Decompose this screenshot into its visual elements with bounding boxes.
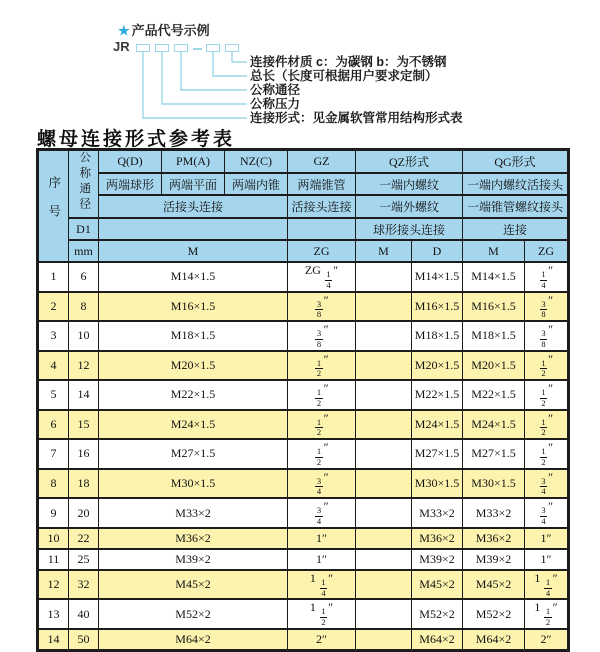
- header-qg-connection: 连接: [463, 218, 569, 240]
- label-material: 连接件材质 c：为碳钢 b：为不锈钢: [250, 55, 447, 69]
- cell-m-thread: M39×2: [99, 549, 288, 570]
- cell-m-thread: M30×1.5: [99, 469, 288, 499]
- cell-m-thread: M18×1.5: [99, 321, 288, 351]
- cell-seq: 11: [38, 549, 69, 570]
- cell-gz-zg: $\frac{1}{2}$ ″: [288, 351, 356, 381]
- header-qd-desc: 两端球形: [99, 173, 162, 196]
- cell-qz-d: M39×2: [412, 549, 463, 570]
- code-box-2: [155, 44, 169, 52]
- cell-qg-m: M39×2: [463, 549, 525, 570]
- cell-m-thread: M14×1.5: [99, 262, 288, 292]
- cell-gz-zg: ZG $\frac{1}{4}$ ″: [288, 262, 356, 292]
- cell-m-thread: M33×2: [99, 498, 288, 528]
- header-seq: 序号: [38, 150, 69, 263]
- cell-seq: 2: [38, 292, 69, 322]
- cell-qz-m: [356, 528, 412, 549]
- cell-m-thread: M22×1.5: [99, 380, 288, 410]
- header-row-1: [38, 150, 569, 173]
- header-mm: mm: [69, 240, 99, 262]
- table-row: [38, 469, 569, 499]
- cell-qz-m: [356, 380, 412, 410]
- header-empty-2: [288, 218, 356, 240]
- cell-qz-m: [356, 599, 412, 629]
- header-qz-connection: 球形接头连接: [356, 218, 463, 240]
- cell-seq: 1: [38, 262, 69, 292]
- header-empty-1: [99, 218, 288, 240]
- header-gz-desc: 两端锥管: [288, 173, 356, 196]
- cell-seq: 9: [38, 498, 69, 528]
- cell-qz-m: [356, 439, 412, 469]
- cell-mm: 40: [69, 599, 99, 629]
- table-row: [38, 292, 569, 322]
- cell-gz-zg: $\frac{3}{8}$ ″: [288, 292, 356, 322]
- cell-qz-m: [356, 629, 412, 651]
- table-row: [38, 629, 569, 651]
- cell-qg-zg: $\frac{1}{2}$ ″: [525, 439, 569, 469]
- cell-qg-m: M36×2: [463, 528, 525, 549]
- cell-gz-zg: $\frac{3}{8}$ ″: [288, 321, 356, 351]
- cell-m-thread: M24×1.5: [99, 410, 288, 440]
- cell-qg-zg: $\frac{1}{2}$ ″: [525, 351, 569, 381]
- cell-m-thread: M45×2: [99, 570, 288, 600]
- cell-qg-m: M45×2: [463, 570, 525, 600]
- header-nzc-desc: 两端内锥: [225, 173, 288, 196]
- cell-mm: 6: [69, 262, 99, 292]
- cell-seq: 13: [38, 599, 69, 629]
- cell-qg-m: M52×2: [463, 599, 525, 629]
- header-pma-desc: 两端平面: [162, 173, 225, 196]
- header-group-qg: QG形式: [463, 150, 569, 173]
- cell-m-thread: M16×1.5: [99, 292, 288, 322]
- header-diameter: 公称通径: [69, 150, 99, 219]
- cell-qz-m: [356, 262, 412, 292]
- cell-seq: 10: [38, 528, 69, 549]
- cell-gz-zg: 1″: [288, 528, 356, 549]
- cell-qg-m: M20×1.5: [463, 351, 525, 381]
- cell-qz-d: M52×2: [412, 599, 463, 629]
- code-box-5: [225, 44, 239, 52]
- header-qz-desc1: 一端内螺纹: [356, 173, 463, 196]
- header-group-nzc: NZ(C): [225, 150, 288, 173]
- table-row: [38, 439, 569, 469]
- header-group-qd: Q(D): [99, 150, 162, 173]
- cell-mm: 18: [69, 469, 99, 499]
- cell-qz-m: [356, 469, 412, 499]
- header-m-span: M: [99, 240, 288, 262]
- cell-qz-m: [356, 570, 412, 600]
- cell-seq: 12: [38, 570, 69, 600]
- cell-qz-d: M22×1.5: [412, 380, 463, 410]
- header-qg-zg: ZG: [525, 240, 569, 262]
- table-row: [38, 351, 569, 381]
- header-row-2: [38, 173, 569, 196]
- cell-mm: 15: [69, 410, 99, 440]
- header-zg: ZG: [288, 240, 356, 262]
- cell-mm: 12: [69, 351, 99, 381]
- cell-gz-zg: $\frac{1}{2}$ ″: [288, 410, 356, 440]
- cell-gz-zg: 2″: [288, 629, 356, 651]
- cell-qz-d: M18×1.5: [412, 321, 463, 351]
- table-row: [38, 570, 569, 600]
- header-qz-desc2: 一端外螺纹: [356, 195, 463, 218]
- header-union-connection: 活接头连接: [99, 195, 288, 218]
- table-title: 螺母连接形式参考表: [37, 129, 236, 150]
- cell-qz-m: [356, 410, 412, 440]
- cell-qz-d: M36×2: [412, 528, 463, 549]
- table-row: [38, 410, 569, 440]
- cell-mm: 22: [69, 528, 99, 549]
- table-row: [38, 528, 569, 549]
- cell-mm: 16: [69, 439, 99, 469]
- cell-qz-m: [356, 498, 412, 528]
- cell-qg-zg: 1″: [525, 528, 569, 549]
- cell-seq: 7: [38, 439, 69, 469]
- label-connection-form: 连接形式：见金属软管常用结构形式表: [250, 111, 463, 125]
- cell-qg-zg: $\frac{1}{2}$ ″: [525, 380, 569, 410]
- header-row-5: [38, 240, 569, 262]
- label-nominal-diameter: 公称通径: [250, 83, 301, 97]
- cell-m-thread: M64×2: [99, 629, 288, 651]
- cell-mm: 8: [69, 292, 99, 322]
- header-gz-union-connection: 活接头连接: [288, 195, 356, 218]
- cell-qz-d: M14×1.5: [412, 262, 463, 292]
- header-row-3: [38, 195, 569, 218]
- cell-qz-d: M30×1.5: [412, 469, 463, 499]
- cell-qz-m: [356, 321, 412, 351]
- cell-qg-zg: 1″: [525, 549, 569, 570]
- product-code-prefix: JR: [113, 39, 130, 54]
- cell-qg-m: M27×1.5: [463, 439, 525, 469]
- cell-qg-m: M16×1.5: [463, 292, 525, 322]
- header-group-pma: PM(A): [162, 150, 225, 173]
- cell-gz-zg: $\frac{1}{2}$ ″: [288, 439, 356, 469]
- cell-qg-m: M30×1.5: [463, 469, 525, 499]
- header-d1: D1: [69, 218, 99, 240]
- cell-seq: 8: [38, 469, 69, 499]
- cell-qz-d: M64×2: [412, 629, 463, 651]
- cell-mm: 50: [69, 629, 99, 651]
- cell-qg-m: M24×1.5: [463, 410, 525, 440]
- cell-seq: 14: [38, 629, 69, 651]
- cell-mm: 32: [69, 570, 99, 600]
- label-total-length: 总长（长度可根据用户要求定制）: [250, 69, 438, 83]
- cell-mm: 14: [69, 380, 99, 410]
- cell-qg-zg: $\frac{1}{4}$ ″: [525, 262, 569, 292]
- table-row: [38, 321, 569, 351]
- header-group-qz: QZ形式: [356, 150, 463, 173]
- cell-qg-zg: $\frac{3}{8}$ ″: [525, 292, 569, 322]
- cell-qz-d: M16×1.5: [412, 292, 463, 322]
- cell-gz-zg: $\frac{3}{4}$ ″: [288, 469, 356, 499]
- cell-qz-m: [356, 351, 412, 381]
- code-box-1: [136, 44, 150, 52]
- cell-seq: 6: [38, 410, 69, 440]
- star-icon: ★: [118, 23, 130, 38]
- cell-qz-d: M20×1.5: [412, 351, 463, 381]
- table-body: [38, 262, 569, 650]
- table-row: [38, 599, 569, 629]
- cell-gz-zg: 1 $\frac{1}{2}$ ″: [288, 599, 356, 629]
- code-dash: [193, 48, 202, 50]
- cell-qg-zg: 2″: [525, 629, 569, 651]
- table-row: [38, 498, 569, 528]
- cell-mm: 20: [69, 498, 99, 528]
- cell-qz-d: M24×1.5: [412, 410, 463, 440]
- cell-seq: 4: [38, 351, 69, 381]
- cell-m-thread: M20×1.5: [99, 351, 288, 381]
- header-row-4: [38, 218, 569, 240]
- cell-qg-zg: 1 $\frac{1}{2}$ ″: [525, 599, 569, 629]
- header-group-gz: GZ: [288, 150, 356, 173]
- table-row: [38, 380, 569, 410]
- cell-qz-d: M27×1.5: [412, 439, 463, 469]
- cell-qg-zg: $\frac{3}{4}$ ″: [525, 469, 569, 499]
- cell-qg-m: M33×2: [463, 498, 525, 528]
- cell-qz-d: M33×2: [412, 498, 463, 528]
- header-qz-m: M: [356, 240, 412, 262]
- header-qg-m: M: [463, 240, 525, 262]
- cell-qg-m: M22×1.5: [463, 380, 525, 410]
- code-box-4: [206, 44, 220, 52]
- cell-mm: 25: [69, 549, 99, 570]
- cell-seq: 3: [38, 321, 69, 351]
- nut-connection-reference-table: [36, 148, 570, 652]
- diagram-title: [118, 20, 210, 39]
- cell-qz-d: M45×2: [412, 570, 463, 600]
- header-qg-desc2: 一端锥管螺纹接头: [463, 195, 569, 218]
- cell-qg-m: M18×1.5: [463, 321, 525, 351]
- diagram-title-text: 产品代号示例: [131, 23, 210, 38]
- header-qz-d: D: [412, 240, 463, 262]
- cell-gz-zg: 1 $\frac{1}{4}$ ″: [288, 570, 356, 600]
- label-nominal-pressure: 公称压力: [250, 97, 301, 111]
- table-row: [38, 262, 569, 292]
- cell-m-thread: M52×2: [99, 599, 288, 629]
- cell-mm: 10: [69, 321, 99, 351]
- cell-seq: 5: [38, 380, 69, 410]
- cell-gz-zg: $\frac{3}{4}$ ″: [288, 498, 356, 528]
- cell-gz-zg: 1″: [288, 549, 356, 570]
- cell-qg-m: M14×1.5: [463, 262, 525, 292]
- code-box-3: [174, 44, 188, 52]
- header-qg-desc1: 一端内螺纹活接头: [463, 173, 569, 196]
- cell-qg-m: M64×2: [463, 629, 525, 651]
- cell-qg-zg: 1 $\frac{1}{4}$ ″: [525, 570, 569, 600]
- cell-m-thread: M27×1.5: [99, 439, 288, 469]
- cell-qg-zg: $\frac{3}{4}$ ″: [525, 498, 569, 528]
- cell-qg-zg: $\frac{1}{2}$ ″: [525, 410, 569, 440]
- cell-qg-zg: $\frac{3}{8}$ ″: [525, 321, 569, 351]
- cell-gz-zg: $\frac{1}{2}$ ″: [288, 380, 356, 410]
- cell-qz-m: [356, 292, 412, 322]
- cell-m-thread: M36×2: [99, 528, 288, 549]
